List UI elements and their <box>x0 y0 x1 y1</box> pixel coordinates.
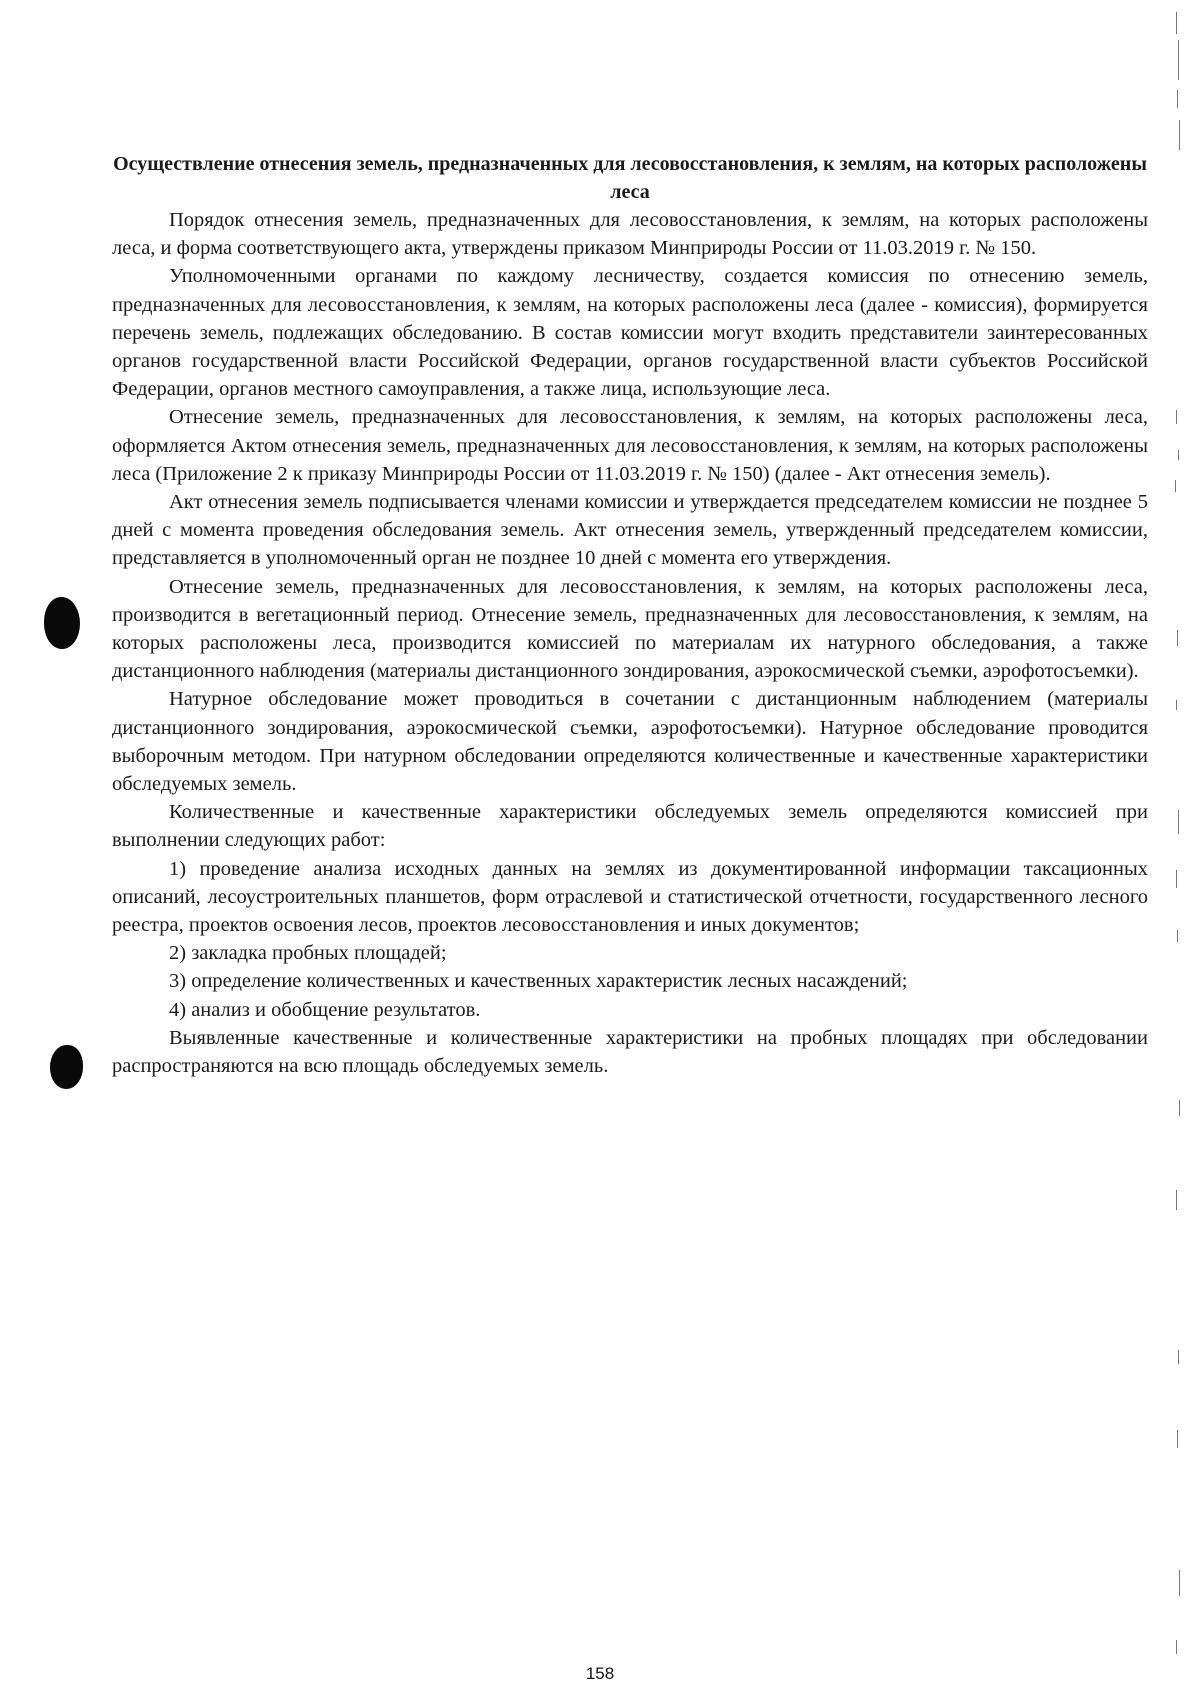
page-number: 158 <box>585 1664 615 1683</box>
paragraph: Выявленные качественные и количественные характеристики на пробных площадях при обследовании распространяются на всю площадь обследуемых земель. <box>112 1026 1148 1078</box>
list-item: 3) определение количественных и качественных характеристик лесных насаждений; <box>169 970 908 993</box>
punch-hole-mark <box>44 597 80 649</box>
paragraph: Количественные и качественные характеристики обследуемых земель определяются комиссией при выполнении следующих работ: <box>112 801 1148 852</box>
punch-hole-mark <box>50 1045 83 1089</box>
document-body <box>112 150 1148 1080</box>
document-title: Осуществление отнесения земель, предназначенных для лесовосстановления, к землям, на которых расположены леса <box>113 153 1147 203</box>
scan-edge-noise <box>1164 10 1186 1700</box>
paragraph: Акт отнесения земель подписывается членами комиссии и утверждается председателем комиссии не позднее 5 дней с момента проведения обследования земель. Акт отнесения земель, утвержденный председателем комиссии, представляется в уполномоченный орган не позднее 10 дней с момента его утверждения. <box>112 491 1148 570</box>
list-item: 1) проведение анализа исходных данных на землях из документированной информации таксационных описаний, лесоустроительных планшетов, форм отраслевой и статистической отчетности, государственного лесного реестра, проектов освоения лесов, проектов лесовосстановления и иных документов; <box>112 857 1148 937</box>
paragraph: Порядок отнесения земель, предназначенных для лесовосстановления, к землям, на которых расположены леса, и форма соответствующего акта, утверждены приказом Минприроды России от 11.03.2019 г. № 150. <box>112 209 1148 260</box>
list-item: 4) анализ и обобщение результатов. <box>169 998 481 1021</box>
paragraph: Отнесение земель, предназначенных для лесовосстановления, к землям, на которых расположены леса, оформляется Актом отнесения земель, предназначенных для лесовосстановления, к землям, на которых расположены леса (Приложение 2 к приказу Минприроды России от 11.03.2019 г. № 150) (далее - Акт отнесения земель). <box>112 406 1148 485</box>
paragraph: Натурное обследование может проводиться в сочетании с дистанционным наблюдением (материалы дистанционного зондирования, аэрокосмической съемки, аэрофотосъемки). Натурное обследование проводится выборочным методом. При натурном обследовании определяются количественные и качественные характеристики обследуемых земель. <box>112 688 1148 796</box>
paragraph: Отнесение земель, предназначенных для лесовосстановления, к землям, на которых расположены леса, производится в вегетационный период. Отнесение земель, предназначенных для лесовосстановления, к землям, на которых расположены леса, производится комиссией по материалам их натурного обследования, а также дистанционного наблюдения (материалы дистанционного зондирования, аэрокосмической съемки, аэрофотосъемки). <box>112 575 1148 683</box>
list-item: 2) закладка пробных площадей; <box>169 942 447 965</box>
paragraph: Уполномоченными органами по каждому лесничеству, создается комиссия по отнесению земель, предназначенных для лесовосстановления, к землям, на которых расположены леса (далее - комиссия), формируется перечень земель, подлежащих обследованию. В состав комиссии могут входить представители заинтересованных органов государственной власти Российской Федерации, органов государственной власти субъектов Российской Федерации, органов местного самоуправления, а также лица, использующие леса. <box>112 265 1148 401</box>
